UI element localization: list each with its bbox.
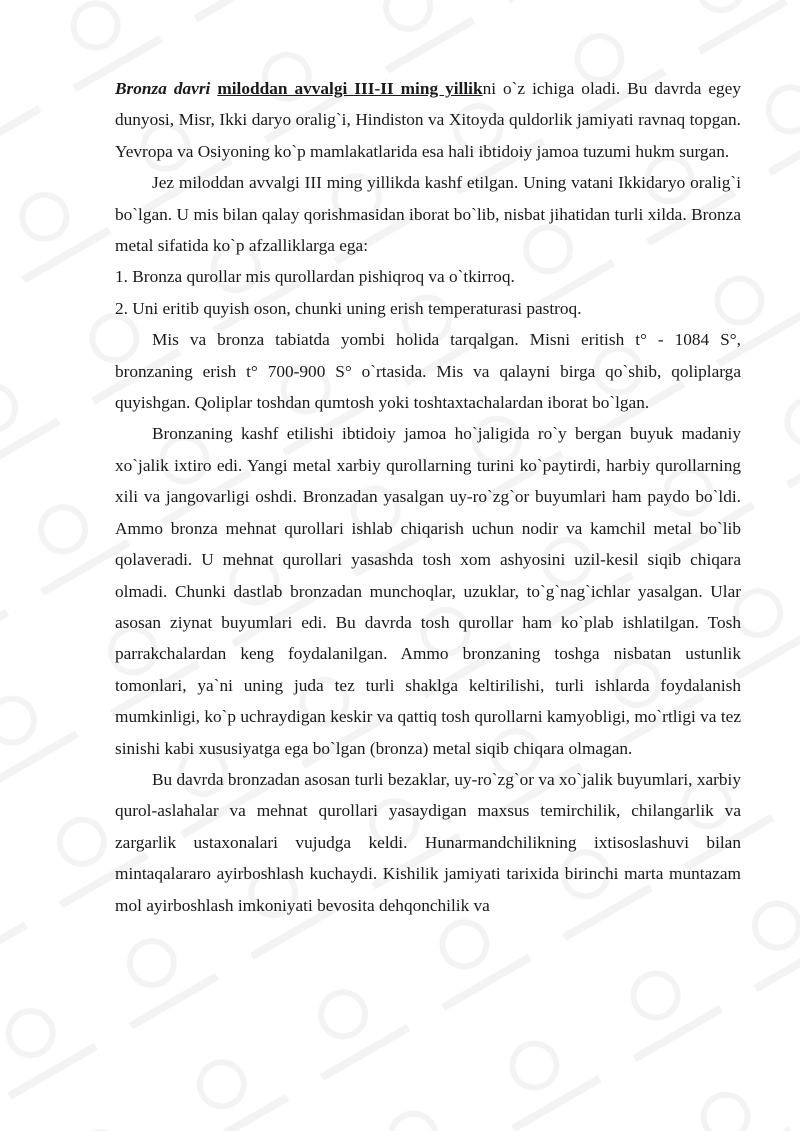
paragraph-intro — [115, 73, 741, 167]
paragraph-2: Jez miloddan avvalgi III ming yillikda kashf etilgan. Uning vatani Ikkidaryo oralig`i bo`lgan. U mis bilan qalay qorishmasidan iborat bo`lib, nisbat jihatidan turli xilda. Bronza metal sifatida ko`p afzalliklarga ega: — [115, 173, 741, 256]
term-bronze-age: Bronza davri — [115, 79, 211, 98]
period-range: miloddan avvalgi III-II ming yillik — [217, 79, 483, 98]
paragraph-4: Bronzaning kashf etilishi ibtidoiy jamoa ho`jaligida ro`y bergan buyuk madaniy xo`jalik ixtiro edi. Yangi metal xarbiy qurollarning turini ko`paytirdi, harbiy qurollarning xili va jangovarligi oshdi. Bronzadan yasalgan uy-ro`zg`or buyumlari ham paydo bo`ldi. Ammo bronza mehnat qurollari ishlab chiqarish uchun nodir va kamchil metal bo`lib qolaveradi. U mehnat qurollari yasashda tosh xom ashyosini uzil-kesil siqib chiqara olmadi. Chunki dastlab bronzadan munchoqlar, uzuklar, to`g`nag`ichlar yasalgan. Ular asosan ziynat buyumlari edi. Bu davrda tosh qurollar ham ko`plab ishlatilgan. Tosh parrakchalardan keng foydalanilgan. Ammo bronzaning toshga nisbatan ustunlik tomonlari, ya`ni uning juda tez turli shaklga keltirilishi, turli ishlarda foydalanish mumkinligi, ko`p uchraydigan keskir va qattiq tosh qurollarni kamyobligi, mo`rtligi va tez sinishi kabi xususiyatga ega bo`lgan (bronza) metal siqib chiqara olmagan. — [115, 424, 741, 758]
paragraph-3: Mis va bronza tabiatda yombi holida tarqalgan. Misni eritish t° - 1084 S°, bronzaning erish t° 700-900 S° o`rtasida. Mis va qalayni birga qo`shib, qoliplarga quyishgan. Qoliplar toshdan qumtosh yoki toshtaxtachalardan iborat bo`lgan. — [115, 330, 741, 413]
list-item-2: 2. Uni eritib quyish oson, chunki uning erish temperaturasi pastroq. — [115, 298, 582, 318]
document-body — [115, 73, 741, 921]
intro-rest: ni o`z ichiga oladi. Bu davrda egey dunyosi, Misr, Ikki daryo oralig`i, Hindiston va Xitoyda quldorlik jamiyati ravnaq topgan. Yevropa va Osiyoning ko`p mamlakatlarida esa hali ibtidoiy jamoa tuzumi hukm surgan. — [115, 79, 741, 161]
list-item-1: 1. Bronza qurollar mis qurollardan pishiqroq va o`tkirroq. — [115, 267, 515, 287]
paragraph-5: Bu davrda bronzadan asosan turli bezaklar, uy-ro`zg`or va xo`jalik buyumlari, xarbiy qurol-aslahalar va mehnat qurollari yasaydigan maxsus temirchilik, chilangarlik va zargarlik ustaxonalari vujudga keldi. Hunarmandchilikning ixtisoslashuvi bilan mintaqalararo ayirboshlash kuchaydi. Kishilik jamiyati tarixida birinchi marta muntazam mol ayirboshlash imkoniyati bevosita dehqonchilik va — [115, 769, 741, 915]
